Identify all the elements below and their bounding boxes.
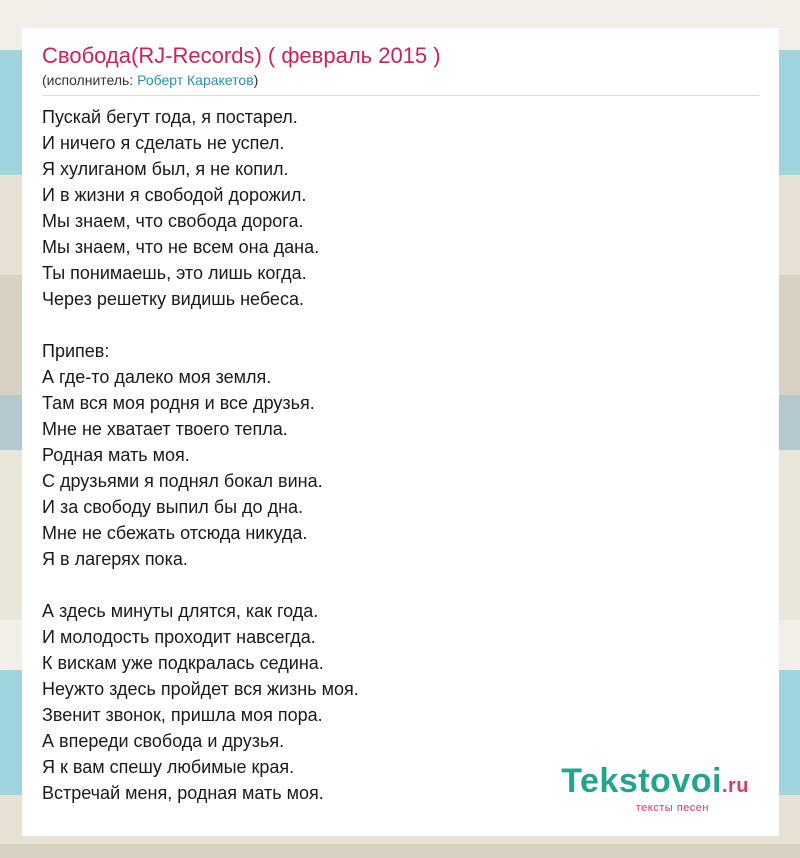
lyric-line: Родная мать моя. bbox=[42, 445, 190, 465]
verse-1 bbox=[42, 104, 759, 312]
lyric-line: Ты понимаешь, это лишь когда. bbox=[42, 263, 307, 283]
lyric-line: Я к вам спешу любимые края. bbox=[42, 757, 295, 777]
site-logo[interactable] bbox=[561, 763, 749, 814]
lyric-line: С друзьями я поднял бокал вина. bbox=[42, 471, 323, 491]
lyric-line: Я хулиганом был, я не копил. bbox=[42, 159, 289, 179]
lyric-line: Мне не хватает твоего тепла. bbox=[42, 419, 288, 439]
artist-line bbox=[42, 70, 759, 96]
lyric-line: Через решетку видишь небеса. bbox=[42, 289, 304, 309]
lyric-line: И в жизни я свободой дорожил. bbox=[42, 185, 307, 205]
lyric-line: Встречай меня, родная мать моя. bbox=[42, 783, 324, 803]
logo-wordmark bbox=[561, 763, 749, 804]
artist-prefix: (исполнитель: bbox=[42, 72, 138, 88]
lyric-line: А впереди свобода и друзья. bbox=[42, 731, 285, 751]
lyric-line: И ничего я сделать не успел. bbox=[42, 133, 285, 153]
logo-tld: .ru bbox=[721, 775, 749, 797]
logo-name: Tekstovoi bbox=[561, 762, 722, 800]
lyric-line: Пускай бегут года, я постарел. bbox=[42, 107, 298, 127]
lyric-line: А где-то далеко моя земля. bbox=[42, 367, 272, 387]
lyric-line: К вискам уже подкралась седина. bbox=[42, 653, 324, 673]
artist-suffix: ) bbox=[253, 72, 259, 88]
lyric-line: Там вся моя родня и все друзья. bbox=[42, 393, 315, 413]
logo-tagline: тексты песен bbox=[635, 802, 709, 814]
lyric-line: Мы знаем, что не всем она дана. bbox=[42, 237, 320, 257]
lyric-line: А здесь минуты длятся, как года. bbox=[42, 601, 319, 621]
lyric-line: Мы знаем, что свобода дорога. bbox=[42, 211, 304, 231]
lyric-line: Мне не сбежать отсюда никуда. bbox=[42, 523, 308, 543]
chorus-label: Припев: bbox=[42, 341, 110, 361]
background-strip bbox=[0, 844, 800, 858]
lyric-line: Звенит звонок, пришла моя пора. bbox=[42, 705, 323, 725]
lyric-line: Я в лагерях пока. bbox=[42, 549, 188, 569]
lyric-line: И молодость проходит навсегда. bbox=[42, 627, 316, 647]
song-title: Свобода(RJ-Records) ( февраль 2015 ) bbox=[42, 43, 441, 68]
lyric-line: И за свободу выпил бы до дна. bbox=[42, 497, 304, 517]
artist-link[interactable]: Роберт Каракетов bbox=[137, 72, 254, 88]
lyrics-card bbox=[22, 28, 779, 836]
chorus bbox=[42, 338, 759, 572]
lyric-line: Неужто здесь пройдет вся жизнь моя. bbox=[42, 679, 359, 699]
